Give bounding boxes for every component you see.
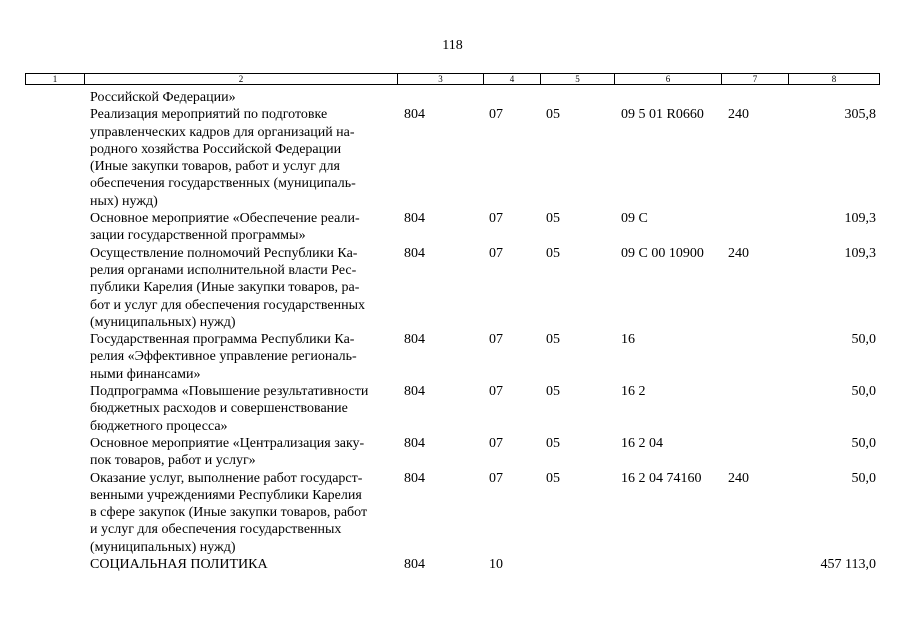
row-name-line: Реализация мероприятий по подготовке xyxy=(90,107,328,123)
row-col-4: 07 xyxy=(489,211,503,227)
row-col-5: 05 xyxy=(546,436,560,451)
header-col-7: 7 xyxy=(722,74,789,84)
row-col-4: 07 xyxy=(489,107,503,123)
row-name-line: Осуществление полномочий Республики Ка- xyxy=(90,245,358,261)
row-name-line: ных) нужд) xyxy=(90,193,158,209)
row-col-6: 16 2 xyxy=(621,384,646,400)
header-col-1: 1 xyxy=(26,74,85,84)
row-name xyxy=(90,210,395,245)
row-name-line: в сфере закупок (Иные закупки товаров, работ xyxy=(90,505,368,521)
row-col-4: 07 xyxy=(489,470,503,486)
row-col-5: 05 xyxy=(546,245,560,261)
row-name xyxy=(90,470,395,556)
row-name-line: ными финансами» xyxy=(90,366,201,382)
row-name-line: релия «Эффективное управление региональ- xyxy=(90,349,357,365)
row-col-6: 16 2 04 74160 xyxy=(621,470,702,486)
row-name-line: Подпрограмма «Повышение результативности xyxy=(90,384,369,400)
row-name-line: Оказание услуг, выполнение работ государст- xyxy=(90,470,363,486)
row-col-7: 240 xyxy=(728,470,749,486)
row-name-line: бот и услуг для обеспечения государственных xyxy=(90,297,365,313)
row-col-7: 240 xyxy=(728,107,749,123)
row-name-line: пок товаров, работ и услуг» xyxy=(90,453,256,469)
row-name-line: Основное мероприятие «Централизация заку- xyxy=(90,436,365,451)
row-col-5: 05 xyxy=(546,384,560,400)
row-name-line: (муниципальных) нужд) xyxy=(90,314,236,330)
row-col-3: 804 xyxy=(404,436,425,451)
row-col-4: 07 xyxy=(489,384,503,400)
row-col-3: 804 xyxy=(404,332,425,348)
header-col-3: 3 xyxy=(398,74,484,84)
row-col-3: 804 xyxy=(404,211,425,227)
header-col-6: 6 xyxy=(615,74,722,84)
row-name xyxy=(90,106,395,210)
row-col-4: 07 xyxy=(489,332,503,348)
row-name-line: (Иные закупки товаров, работ и услуг для xyxy=(90,159,340,175)
row-name-line: венными учреждениями Республики Карелия xyxy=(90,487,362,503)
row-name-line: и услуг для обеспечения государственных xyxy=(90,522,342,538)
row-name-line: СОЦИАЛЬНАЯ ПОЛИТИКА xyxy=(90,557,268,573)
header-col-4: 4 xyxy=(484,74,541,84)
row-col-4: 10 xyxy=(489,557,503,573)
header-col-5: 5 xyxy=(541,74,615,84)
row-name-line: родного хозяйства Российской Федерации xyxy=(90,141,342,157)
header-col-2: 2 xyxy=(85,74,398,84)
row-col-8: 457 113,0 xyxy=(820,557,876,573)
row-col-6: 09 С 00 10900 xyxy=(621,245,704,261)
row-col-8: 50,0 xyxy=(851,332,876,348)
page-number: 118 xyxy=(442,38,463,53)
row-name xyxy=(90,435,395,470)
row-name xyxy=(90,89,395,106)
row-name xyxy=(90,556,395,573)
row-name xyxy=(90,383,395,435)
row-col-8: 305,8 xyxy=(844,107,876,123)
row-col-8: 50,0 xyxy=(851,436,876,451)
row-col-4: 07 xyxy=(489,245,503,261)
row-name xyxy=(90,331,395,383)
row-col-4: 07 xyxy=(489,436,503,451)
row-name-line: Государственная программа Республики Ка- xyxy=(90,332,355,348)
row-name-line: (муниципальных) нужд) xyxy=(90,539,236,555)
row-col-5: 05 xyxy=(546,211,560,227)
row-name-line: Российской Федерации» xyxy=(90,90,236,105)
row-col-3: 804 xyxy=(404,245,425,261)
row-name-line: управленческих кадров для организаций на- xyxy=(90,124,355,140)
row-name-line: релия органами исполнительной власти Рес- xyxy=(90,262,357,278)
row-col-5: 05 xyxy=(546,470,560,486)
row-name-line: обеспечения государственных (муниципаль- xyxy=(90,176,356,192)
row-name-line: Основное мероприятие «Обеспечение реали- xyxy=(90,211,360,227)
row-name-line: зации государственной программы» xyxy=(90,228,306,244)
row-col-5: 05 xyxy=(546,332,560,348)
row-col-3: 804 xyxy=(404,470,425,486)
row-col-3: 804 xyxy=(404,557,425,573)
row-col-5: 05 xyxy=(546,107,560,123)
row-col-6: 16 2 04 xyxy=(621,436,663,451)
row-name xyxy=(90,245,395,331)
row-col-3: 804 xyxy=(404,107,425,123)
row-col-6: 16 xyxy=(621,332,635,348)
row-col-6: 09 5 01 R0660 xyxy=(621,107,704,123)
row-col-8: 50,0 xyxy=(851,470,876,486)
row-name-line: бюджетного процесса» xyxy=(90,418,228,434)
row-col-3: 804 xyxy=(404,384,425,400)
row-col-7: 240 xyxy=(728,245,749,261)
row-col-8: 109,3 xyxy=(844,245,876,261)
row-col-8: 109,3 xyxy=(844,211,876,227)
row-name-line: публики Карелия (Иные закупки товаров, ра- xyxy=(90,280,360,296)
row-name-line: бюджетных расходов и совершенствование xyxy=(90,401,348,417)
row-col-8: 50,0 xyxy=(851,384,876,400)
table-header xyxy=(25,73,880,85)
header-col-8: 8 xyxy=(831,74,837,84)
row-col-6: 09 С xyxy=(621,211,648,227)
